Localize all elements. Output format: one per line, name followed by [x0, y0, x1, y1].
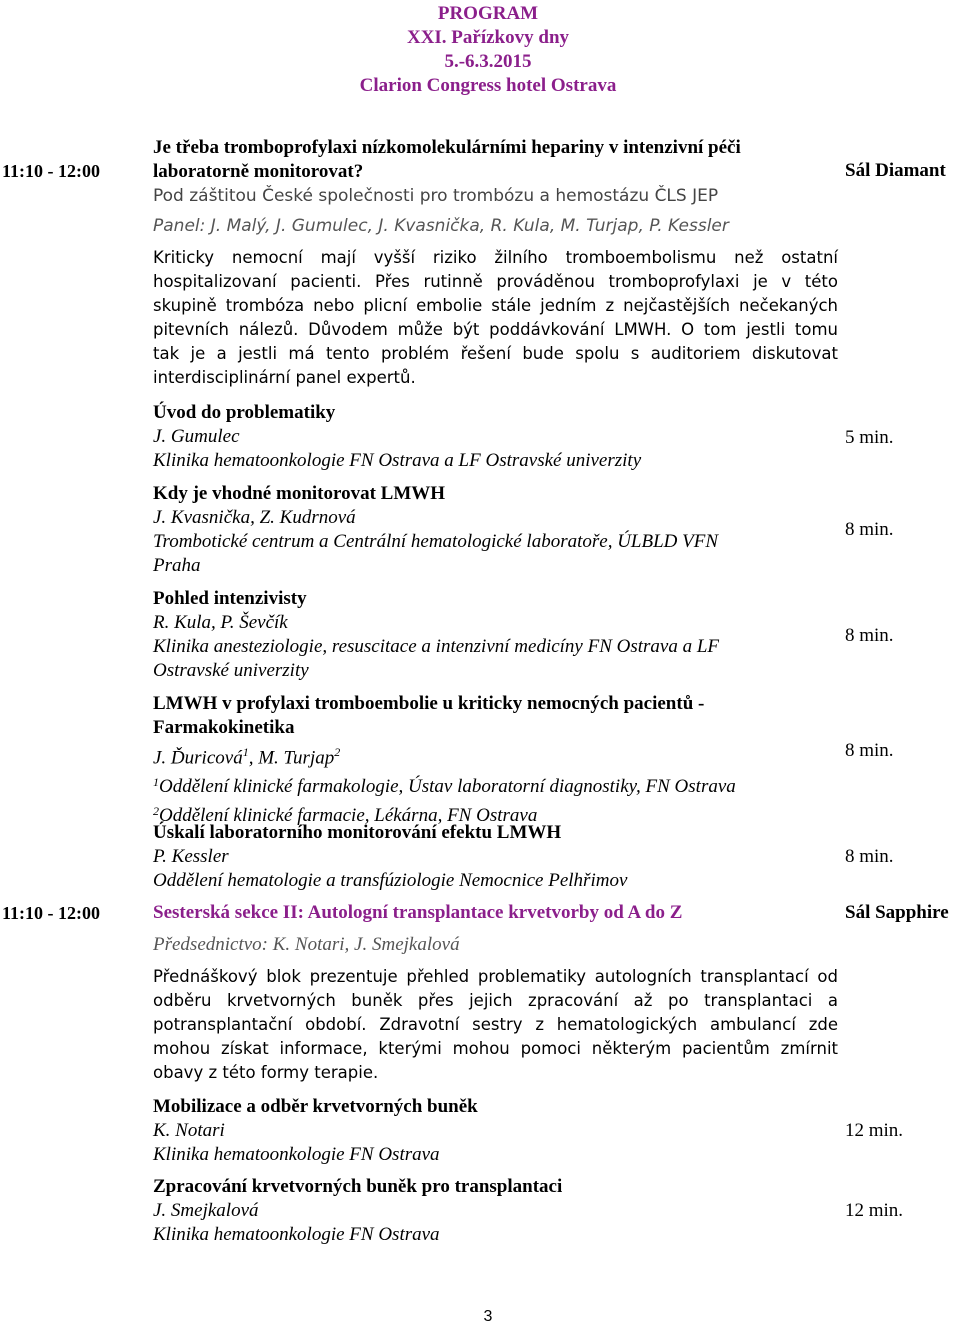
talk-duration: 5 min. [845, 427, 894, 448]
talk-title-line2: Farmakokinetika [153, 717, 295, 738]
description-line: Přednáškový blok prezentuje přehled problematiky autologních transplantací od [153, 967, 838, 986]
session2-room: Sál Sapphire [845, 902, 949, 923]
talk-item [153, 482, 843, 578]
description-line: odběru krvetvorných buněk přes jejich zpracování až po transplantaci a [153, 991, 838, 1010]
talk-affiliation: Oddělení hematologie a transfúziologie Nemocnice Pelhřimov [153, 870, 628, 891]
description-line: Kriticky nemocní mají vyšší riziko žilního tromboembolismu než ostatní [153, 248, 838, 267]
page-number: 3 [483, 1308, 493, 1325]
talk-affiliation: Klinika hematoonkologie FN Ostrava [153, 1144, 440, 1165]
talk-authors [153, 740, 843, 770]
talk-affiliation: Klinika hematoonkologie FN Ostrava [153, 1224, 440, 1245]
affiliation-text: Oddělení klinické farmakologie, Ústav laboratorní diagnostiky, FN Ostrava [159, 776, 736, 798]
talk-authors: R. Kula, P. Ševčík [153, 612, 288, 633]
talk-affiliation-line1: Klinika anesteziologie, resuscitace a intenzivní medicíny FN Ostrava a LF [153, 636, 720, 657]
talk-duration: 8 min. [845, 740, 894, 761]
talk-affiliation-line1: Trombotické centrum a Centrální hematologické laboratoře, ÚLBLD VFN [153, 531, 719, 552]
talk-title: Mobilizace a odběr krvetvorných buněk [153, 1096, 478, 1117]
description-line: interdisciplinární panel expertů. [153, 368, 416, 387]
description-line: mohou získat informace, kterými mohou pomoci některým pacientům zmírnit [153, 1039, 838, 1058]
talk-duration: 8 min. [845, 519, 894, 540]
session2-chairs: Předsednictvo: K. Notari, J. Smejkalová [153, 934, 460, 955]
talk-item [153, 1175, 843, 1247]
header-date: 5.-6.3.2015 [444, 51, 532, 72]
session1-title-line2: laboratorně monitorovat? [153, 161, 364, 182]
talk-authors: K. Notari [153, 1120, 225, 1141]
talk-item [153, 401, 843, 473]
session1-auspices: Pod záštitou České společnosti pro trombózu a hemostázu ČLS JEP [153, 186, 719, 206]
talk-authors: J. Gumulec [153, 426, 240, 447]
session1-time: 11:10 - 12:00 [2, 161, 100, 181]
session1-room: Sál Diamant [845, 160, 946, 181]
description-line: pitevních nálezů. Důvodem může být poddávkování LMWH. O tom jestli tomu [153, 320, 838, 339]
header-program: PROGRAM [437, 3, 539, 24]
header-event: XXI. Pařízkovy dny [406, 27, 570, 48]
talk-title: Úvod do problematiky [153, 402, 336, 423]
affiliation-text: Oddělení klinické farmacie, Lékárna, FN Ostrava [159, 805, 538, 827]
talk-affiliation-line2: Praha [153, 555, 201, 576]
talk-item [153, 1095, 843, 1167]
talk-affiliation-line2: Ostravské univerzity [153, 660, 309, 681]
talk-title: Úskalí laboratorního monitorování efektu LMWH [153, 822, 562, 843]
session1-title-line1: Je třeba tromboprofylaxi nízkomolekulárními hepariny v intenzivní péči [153, 137, 741, 158]
talk-duration: 12 min. [845, 1200, 904, 1221]
session2-block [153, 901, 843, 1085]
description-line: obavy z této formy terapie. [153, 1063, 379, 1082]
talk-authors: P. Kessler [153, 846, 229, 867]
author-name: , M. Turjap [248, 747, 335, 769]
talk-item [153, 821, 843, 893]
talk-affiliation-line1 [153, 770, 843, 799]
description-line: hospitalizovaní pacienti. Přes rutinně prováděnou tromboprofylaxi je v této [153, 272, 838, 291]
header-venue: Clarion Congress hotel Ostrava [359, 75, 617, 96]
description-line: tak je a jestli má tento problém řešení bude spolu s auditoriem diskutovat [153, 344, 838, 363]
talk-title-line1: LMWH v profylaxi tromboembolie u kriticky nemocných pacientů - [153, 693, 705, 714]
affiliation-marker: 2 [334, 745, 341, 759]
affiliation-marker: 1 [242, 745, 249, 759]
session2-description [153, 965, 838, 1085]
program-header [0, 2, 960, 98]
session2-time: 11:10 - 12:00 [2, 903, 100, 923]
session1-description [153, 246, 838, 390]
talk-authors: J. Smejkalová [153, 1200, 259, 1221]
talk-affiliation: Klinika hematoonkologie FN Ostrava a LF Ostravské univerzity [153, 450, 642, 471]
description-line: skupině trombóza nebo plicní embolie stále jedním z nejčastějších nečekaných [153, 296, 838, 315]
author-name: J. Ďuricová [153, 747, 243, 769]
talk-duration: 8 min. [845, 846, 894, 867]
session1-panel: Panel: J. Malý, J. Gumulec, J. Kvasnička, R. Kula, M. Turjap, P. Kessler [153, 216, 729, 236]
talk-item [153, 587, 843, 683]
description-line: potransplantační období. Zdravotní sestry z hematologických ambulancí zde [153, 1015, 838, 1034]
talk-title: Zpracování krvetvorných buněk pro transplantaci [153, 1176, 563, 1197]
talk-authors: J. Kvasnička, Z. Kudrnová [153, 507, 356, 528]
talk-item [153, 692, 843, 828]
affiliation-marker: 2 [153, 804, 159, 819]
talk-title: Kdy je vhodné monitorovat LMWH [153, 483, 446, 504]
talk-duration: 8 min. [845, 625, 894, 646]
talk-duration: 12 min. [845, 1120, 904, 1141]
talk-title: Pohled intenzivisty [153, 588, 307, 609]
affiliation-marker: 1 [153, 775, 159, 790]
session2-title: Sesterská sekce II: Autologní transplantace krvetvorby od A do Z [153, 902, 683, 923]
session1-block [153, 136, 843, 390]
